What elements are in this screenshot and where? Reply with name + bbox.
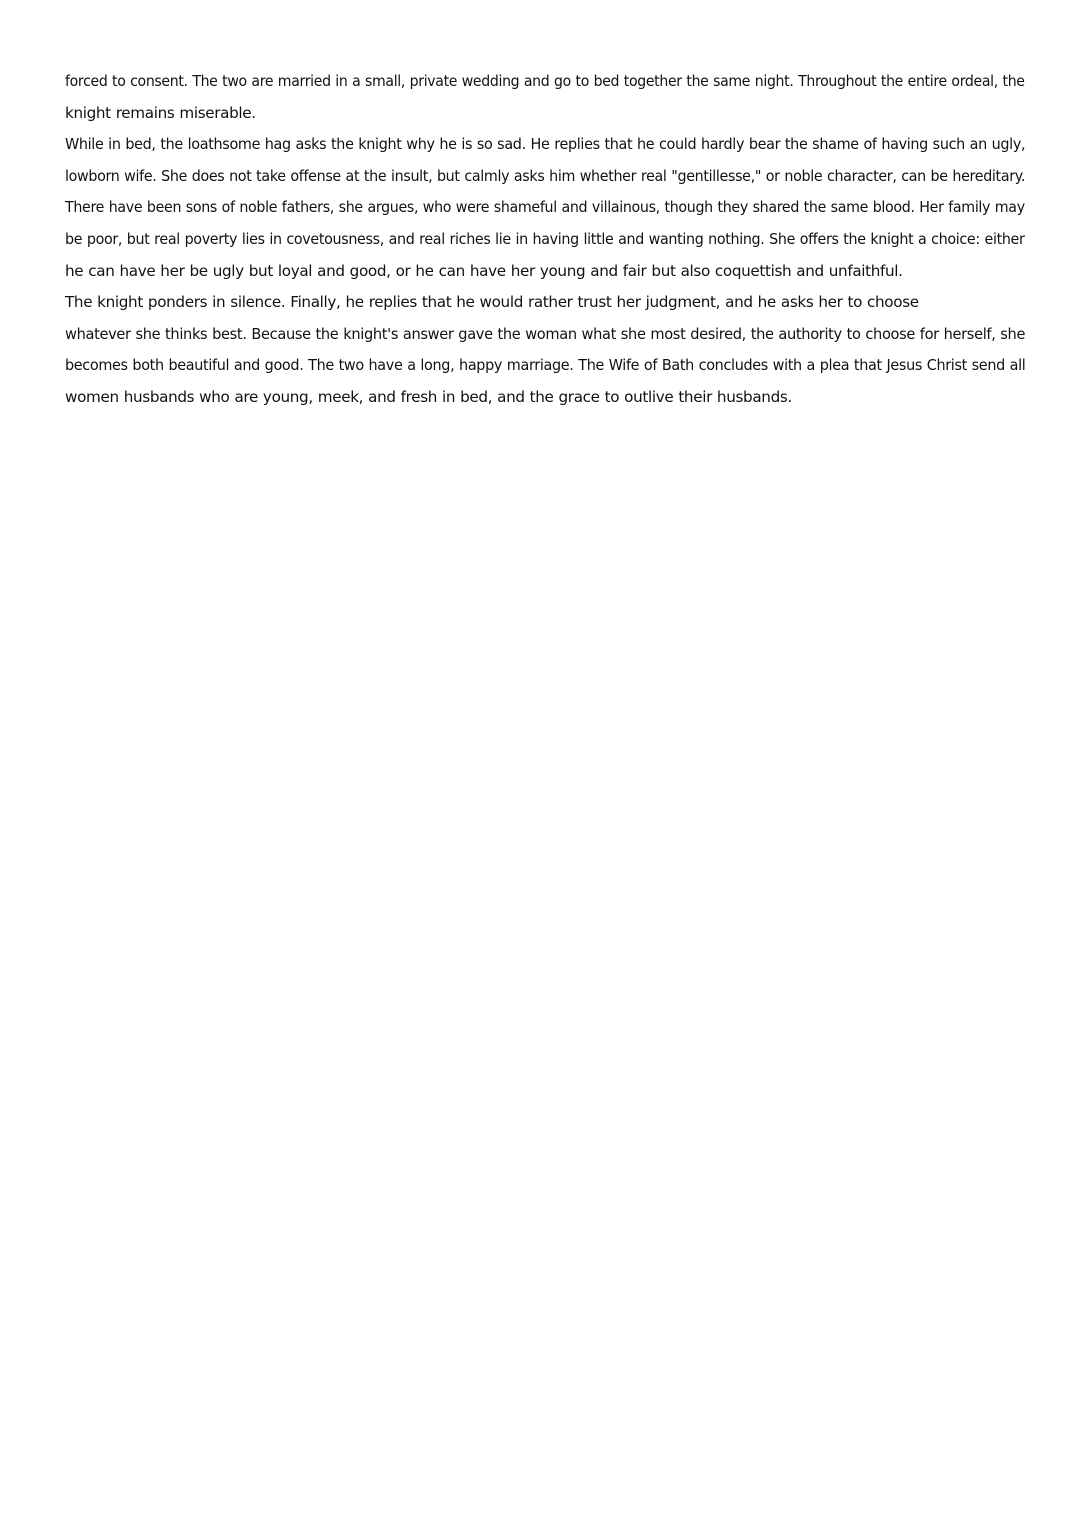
story-text: [65, 66, 1025, 414]
text-line-5: There have been sons of noble fathers, she argues, who were shameful and villainous, though they shared the same blood. Her family may: [65, 198, 1025, 217]
text-line-8: The knight ponders in silence. Finally, he replies that he would rather trust her judgment, and he asks her to choose: [65, 293, 919, 312]
text-line-10: becomes both beautiful and good. The two have a long, happy marriage. The Wife of Bath concludes with a plea that Jesus Christ send all: [65, 356, 1026, 375]
text-line-1: forced to consent. The two are married in a small, private wedding and go to bed together the same night. Throughout the entire ordeal, the: [65, 72, 1025, 90]
text-line-2: knight remains miserable.: [65, 103, 256, 122]
text-line-3: While in bed, the loathsome hag asks the knight why he is so sad. He replies that he could hardly bear the shame of having such an ugly,: [65, 135, 1026, 154]
text-line-6: be poor, but real poverty lies in covetousness, and real riches lie in having little and wanting nothing. She offers the knight a choice: either: [65, 229, 1025, 248]
text-line-7: he can have her be ugly but loyal and good, or he can have her young and fair but also coquettish and unfaithful.: [65, 261, 903, 280]
text-line-9: whatever she thinks best. Because the knight's answer gave the woman what she most desired, the authority to choose for herself, she: [65, 324, 1026, 343]
text-line-11: women husbands who are young, meek, and fresh in bed, and the grace to outlive their husbands.: [65, 387, 792, 406]
text-line-4: lowborn wife. She does not take offense at the insult, but calmly asks him whether real "gentillesse," or noble character, can be hereditary.: [65, 166, 1026, 185]
